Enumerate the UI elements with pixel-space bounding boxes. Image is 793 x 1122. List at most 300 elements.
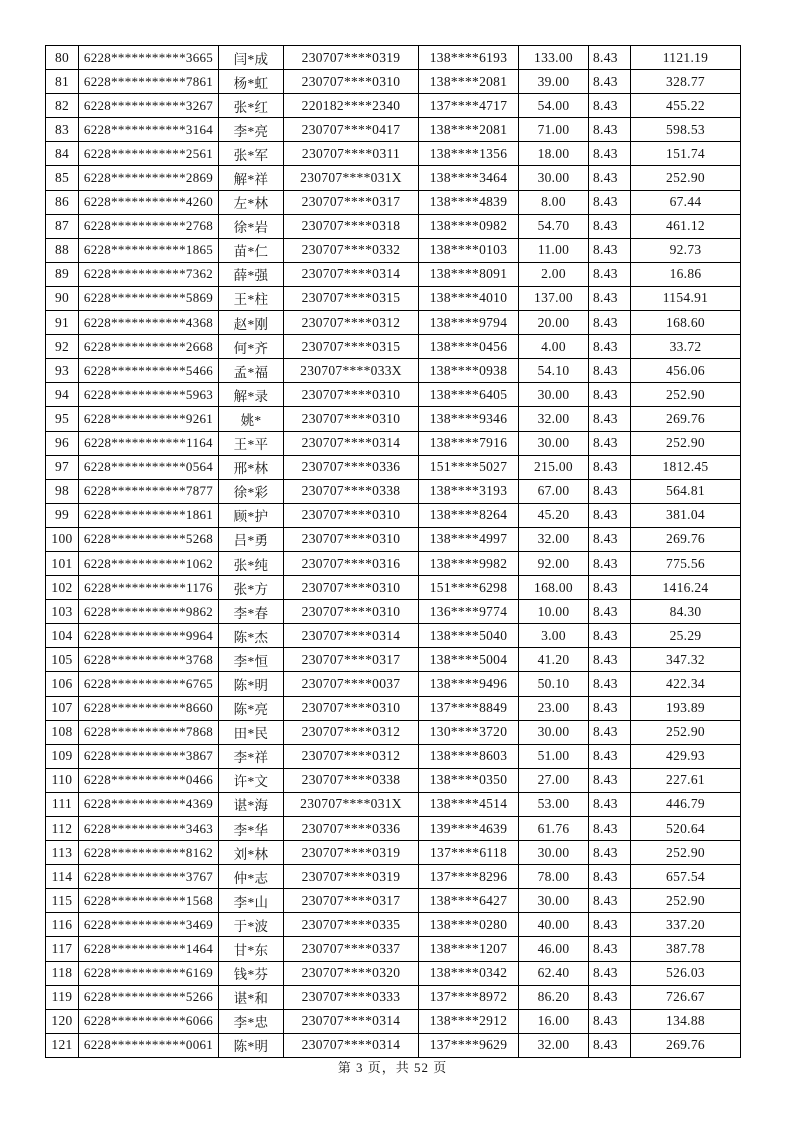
cell-total: 168.60 [631,311,741,335]
cell-amount: 27.00 [519,768,589,792]
table-row [46,889,741,913]
cell-id_number: 230707****031X [284,792,419,816]
cell-phone: 138****0103 [419,238,519,262]
cell-index: 109 [46,744,79,768]
cell-id_number: 230707****0417 [284,118,419,142]
table-row [46,503,741,527]
cell-rate: 8.43 [589,94,631,118]
cell-card_number: 6228***********8162 [79,841,219,865]
cell-amount: 18.00 [519,142,589,166]
cell-index: 92 [46,335,79,359]
cell-total: 252.90 [631,720,741,744]
cell-rate: 8.43 [589,503,631,527]
cell-id_number: 230707****0311 [284,142,419,166]
cell-index: 120 [46,1009,79,1033]
cell-total: 446.79 [631,792,741,816]
table-row [46,166,741,190]
cell-index: 88 [46,238,79,262]
cell-phone: 138****8603 [419,744,519,768]
cell-rate: 8.43 [589,672,631,696]
cell-id_number: 230707****0037 [284,672,419,696]
cell-phone: 130****3720 [419,720,519,744]
cell-id_number: 230707****0310 [284,70,419,94]
cell-total: 269.76 [631,1033,741,1057]
cell-phone: 138****0938 [419,359,519,383]
cell-index: 110 [46,768,79,792]
cell-amount: 133.00 [519,46,589,70]
cell-index: 94 [46,383,79,407]
cell-total: 347.32 [631,648,741,672]
cell-name: 吕*勇 [219,527,284,551]
cell-name: 李*亮 [219,118,284,142]
cell-total: 1416.24 [631,576,741,600]
cell-name: 薛*强 [219,262,284,286]
cell-amount: 11.00 [519,238,589,262]
payment-table [45,45,741,1058]
cell-phone: 138****3464 [419,166,519,190]
table-row [46,335,741,359]
table-row [46,190,741,214]
cell-amount: 46.00 [519,937,589,961]
cell-phone: 138****9346 [419,407,519,431]
cell-rate: 8.43 [589,142,631,166]
table-row [46,937,741,961]
cell-total: 193.89 [631,696,741,720]
cell-rate: 8.43 [589,286,631,310]
cell-phone: 138****6427 [419,889,519,913]
cell-index: 104 [46,624,79,648]
cell-id_number: 230707****0335 [284,913,419,937]
cell-index: 102 [46,576,79,600]
cell-index: 85 [46,166,79,190]
cell-rate: 8.43 [589,841,631,865]
cell-id_number: 230707****0310 [284,503,419,527]
cell-card_number: 6228***********4260 [79,190,219,214]
table-row [46,94,741,118]
cell-card_number: 6228***********3164 [79,118,219,142]
cell-card_number: 6228***********9862 [79,600,219,624]
cell-card_number: 6228***********7861 [79,70,219,94]
cell-amount: 30.00 [519,431,589,455]
cell-name: 谌*和 [219,985,284,1009]
cell-id_number: 230707****0319 [284,46,419,70]
cell-index: 112 [46,817,79,841]
cell-rate: 8.43 [589,576,631,600]
cell-name: 李*山 [219,889,284,913]
cell-index: 106 [46,672,79,696]
cell-phone: 138****6193 [419,46,519,70]
cell-phone: 138****9794 [419,311,519,335]
cell-name: 陈*明 [219,1033,284,1057]
cell-total: 134.88 [631,1009,741,1033]
cell-total: 461.12 [631,214,741,238]
cell-rate: 8.43 [589,792,631,816]
cell-index: 108 [46,720,79,744]
table-row [46,792,741,816]
cell-name: 李*春 [219,600,284,624]
cell-card_number: 6228***********8660 [79,696,219,720]
cell-total: 84.30 [631,600,741,624]
cell-card_number: 6228***********5268 [79,527,219,551]
table-row [46,672,741,696]
cell-card_number: 6228***********3267 [79,94,219,118]
cell-id_number: 230707****0315 [284,286,419,310]
cell-total: 252.90 [631,166,741,190]
cell-card_number: 6228***********1062 [79,551,219,575]
cell-total: 151.74 [631,142,741,166]
cell-rate: 8.43 [589,407,631,431]
cell-phone: 138****0280 [419,913,519,937]
table-row [46,214,741,238]
cell-phone: 151****5027 [419,455,519,479]
cell-amount: 2.00 [519,262,589,286]
cell-index: 116 [46,913,79,937]
cell-phone: 138****3193 [419,479,519,503]
cell-total: 598.53 [631,118,741,142]
cell-rate: 8.43 [589,238,631,262]
cell-card_number: 6228***********0466 [79,768,219,792]
table-row [46,70,741,94]
cell-id_number: 230707****0336 [284,455,419,479]
cell-card_number: 6228***********9261 [79,407,219,431]
cell-phone: 138****5004 [419,648,519,672]
cell-card_number: 6228***********5266 [79,985,219,1009]
cell-card_number: 6228***********5466 [79,359,219,383]
cell-rate: 8.43 [589,479,631,503]
cell-rate: 8.43 [589,817,631,841]
cell-rate: 8.43 [589,166,631,190]
cell-name: 孟*福 [219,359,284,383]
page-footer: 第 3 页，共 52 页 [337,1060,448,1075]
cell-amount: 54.00 [519,94,589,118]
cell-name: 甘*东 [219,937,284,961]
cell-card_number: 6228***********0564 [79,455,219,479]
cell-card_number: 6228***********1568 [79,889,219,913]
cell-index: 111 [46,792,79,816]
cell-phone: 137****8972 [419,985,519,1009]
cell-index: 98 [46,479,79,503]
cell-phone: 138****8091 [419,262,519,286]
cell-phone: 138****2912 [419,1009,519,1033]
cell-card_number: 6228***********9964 [79,624,219,648]
cell-rate: 8.43 [589,865,631,889]
cell-amount: 30.00 [519,720,589,744]
cell-total: 429.93 [631,744,741,768]
cell-id_number: 230707****0317 [284,889,419,913]
cell-id_number: 230707****0338 [284,479,419,503]
cell-name: 陈*明 [219,672,284,696]
cell-name: 王*平 [219,431,284,455]
cell-name: 苗*仁 [219,238,284,262]
cell-amount: 50.10 [519,672,589,696]
cell-id_number: 230707****0317 [284,648,419,672]
cell-rate: 8.43 [589,190,631,214]
cell-index: 107 [46,696,79,720]
cell-total: 381.04 [631,503,741,527]
cell-amount: 32.00 [519,527,589,551]
cell-index: 90 [46,286,79,310]
cell-id_number: 230707****0338 [284,768,419,792]
table-row [46,286,741,310]
cell-id_number: 230707****0318 [284,214,419,238]
cell-id_number: 230707****0314 [284,1033,419,1057]
cell-name: 何*齐 [219,335,284,359]
cell-total: 252.90 [631,383,741,407]
cell-rate: 8.43 [589,335,631,359]
cell-rate: 8.43 [589,70,631,94]
cell-name: 姚* [219,407,284,431]
cell-amount: 30.00 [519,383,589,407]
table-body [46,46,741,1058]
cell-index: 118 [46,961,79,985]
cell-phone: 138****1207 [419,937,519,961]
cell-total: 92.73 [631,238,741,262]
cell-name: 仲*志 [219,865,284,889]
table-row [46,648,741,672]
cell-index: 101 [46,551,79,575]
cell-rate: 8.43 [589,527,631,551]
cell-index: 121 [46,1033,79,1057]
cell-name: 张*红 [219,94,284,118]
table-row [46,238,741,262]
cell-index: 99 [46,503,79,527]
cell-rate: 8.43 [589,455,631,479]
cell-card_number: 6228***********0061 [79,1033,219,1057]
cell-id_number: 230707****0319 [284,865,419,889]
cell-amount: 61.76 [519,817,589,841]
cell-index: 115 [46,889,79,913]
table-row [46,46,741,70]
cell-id_number: 230707****0314 [284,624,419,648]
cell-card_number: 6228***********6169 [79,961,219,985]
cell-total: 526.03 [631,961,741,985]
cell-id_number: 230707****0314 [284,1009,419,1033]
cell-card_number: 6228***********2561 [79,142,219,166]
cell-total: 33.72 [631,335,741,359]
cell-name: 赵*刚 [219,311,284,335]
cell-id_number: 230707****0320 [284,961,419,985]
cell-id_number: 230707****0310 [284,576,419,600]
table-row [46,576,741,600]
cell-card_number: 6228***********5963 [79,383,219,407]
cell-name: 李*华 [219,817,284,841]
cell-name: 徐*岩 [219,214,284,238]
cell-index: 84 [46,142,79,166]
cell-phone: 151****6298 [419,576,519,600]
cell-amount: 10.00 [519,600,589,624]
cell-total: 564.81 [631,479,741,503]
cell-phone: 137****8849 [419,696,519,720]
cell-index: 114 [46,865,79,889]
cell-name: 谌*海 [219,792,284,816]
cell-phone: 138****2081 [419,70,519,94]
cell-index: 100 [46,527,79,551]
cell-rate: 8.43 [589,262,631,286]
table-row [46,383,741,407]
cell-phone: 138****2081 [419,118,519,142]
cell-name: 钱*芬 [219,961,284,985]
cell-total: 422.34 [631,672,741,696]
cell-name: 李*恒 [219,648,284,672]
cell-name: 张*纯 [219,551,284,575]
table-row [46,600,741,624]
cell-rate: 8.43 [589,551,631,575]
table-row [46,118,741,142]
cell-card_number: 6228***********4368 [79,311,219,335]
cell-card_number: 6228***********1164 [79,431,219,455]
cell-rate: 8.43 [589,46,631,70]
cell-card_number: 6228***********3767 [79,865,219,889]
cell-total: 726.67 [631,985,741,1009]
cell-total: 455.22 [631,94,741,118]
cell-index: 105 [46,648,79,672]
cell-id_number: 230707****0316 [284,551,419,575]
cell-phone: 138****0456 [419,335,519,359]
table-row [46,913,741,937]
cell-rate: 8.43 [589,720,631,744]
cell-total: 657.54 [631,865,741,889]
cell-amount: 86.20 [519,985,589,1009]
table-row [46,431,741,455]
table-row [46,479,741,503]
cell-name: 解*录 [219,383,284,407]
cell-rate: 8.43 [589,696,631,720]
cell-index: 86 [46,190,79,214]
cell-amount: 92.00 [519,551,589,575]
table-row [46,262,741,286]
cell-amount: 168.00 [519,576,589,600]
cell-id_number: 230707****0317 [284,190,419,214]
cell-id_number: 220182****2340 [284,94,419,118]
cell-phone: 138****6405 [419,383,519,407]
cell-total: 456.06 [631,359,741,383]
cell-card_number: 6228***********5869 [79,286,219,310]
table-row [46,817,741,841]
cell-card_number: 6228***********1861 [79,503,219,527]
cell-name: 杨*虹 [219,70,284,94]
cell-name: 左*林 [219,190,284,214]
cell-index: 96 [46,431,79,455]
cell-phone: 138****5040 [419,624,519,648]
table-row [46,1009,741,1033]
cell-total: 269.76 [631,407,741,431]
cell-id_number: 230707****0314 [284,262,419,286]
cell-amount: 3.00 [519,624,589,648]
table-row [46,696,741,720]
cell-amount: 16.00 [519,1009,589,1033]
cell-name: 王*柱 [219,286,284,310]
cell-rate: 8.43 [589,214,631,238]
cell-id_number: 230707****0310 [284,383,419,407]
cell-amount: 78.00 [519,865,589,889]
cell-phone: 138****0342 [419,961,519,985]
table-row [46,359,741,383]
cell-total: 1154.91 [631,286,741,310]
table-row [46,624,741,648]
cell-rate: 8.43 [589,961,631,985]
cell-total: 252.90 [631,889,741,913]
cell-amount: 54.70 [519,214,589,238]
cell-rate: 8.43 [589,1033,631,1057]
cell-total: 328.77 [631,70,741,94]
cell-total: 227.61 [631,768,741,792]
cell-phone: 138****0350 [419,768,519,792]
cell-total: 16.86 [631,262,741,286]
cell-rate: 8.43 [589,383,631,407]
cell-name: 张*方 [219,576,284,600]
cell-total: 1121.19 [631,46,741,70]
table-row [46,720,741,744]
table-row [46,1033,741,1057]
cell-name: 解*祥 [219,166,284,190]
cell-id_number: 230707****0310 [284,527,419,551]
cell-index: 81 [46,70,79,94]
cell-rate: 8.43 [589,744,631,768]
cell-id_number: 230707****0315 [284,335,419,359]
cell-card_number: 6228***********3867 [79,744,219,768]
cell-amount: 45.20 [519,503,589,527]
cell-phone: 137****9629 [419,1033,519,1057]
cell-rate: 8.43 [589,889,631,913]
table-row [46,455,741,479]
cell-name: 张*军 [219,142,284,166]
cell-card_number: 6228***********3665 [79,46,219,70]
cell-rate: 8.43 [589,985,631,1009]
cell-id_number: 230707****0319 [284,841,419,865]
cell-rate: 8.43 [589,311,631,335]
cell-card_number: 6228***********6066 [79,1009,219,1033]
cell-rate: 8.43 [589,648,631,672]
table-row [46,311,741,335]
cell-card_number: 6228***********2668 [79,335,219,359]
cell-phone: 137****8296 [419,865,519,889]
cell-phone: 138****1356 [419,142,519,166]
cell-id_number: 230707****033X [284,359,419,383]
table-row [46,985,741,1009]
cell-amount: 51.00 [519,744,589,768]
cell-card_number: 6228***********1865 [79,238,219,262]
cell-name: 于*波 [219,913,284,937]
cell-index: 119 [46,985,79,1009]
cell-phone: 138****4514 [419,792,519,816]
cell-name: 闫*成 [219,46,284,70]
cell-name: 田*民 [219,720,284,744]
cell-index: 82 [46,94,79,118]
table-row [46,407,741,431]
cell-name: 刘*林 [219,841,284,865]
cell-rate: 8.43 [589,768,631,792]
cell-card_number: 6228***********7877 [79,479,219,503]
cell-name: 陈*杰 [219,624,284,648]
cell-card_number: 6228***********7362 [79,262,219,286]
cell-phone: 138****4839 [419,190,519,214]
cell-id_number: 230707****0310 [284,600,419,624]
cell-phone: 138****4997 [419,527,519,551]
cell-id_number: 230707****0310 [284,407,419,431]
cell-total: 387.78 [631,937,741,961]
cell-id_number: 230707****0333 [284,985,419,1009]
cell-amount: 71.00 [519,118,589,142]
cell-amount: 8.00 [519,190,589,214]
cell-rate: 8.43 [589,937,631,961]
table-row [46,527,741,551]
cell-card_number: 6228***********3463 [79,817,219,841]
cell-rate: 8.43 [589,118,631,142]
cell-amount: 137.00 [519,286,589,310]
cell-id_number: 230707****0337 [284,937,419,961]
table-row [46,142,741,166]
cell-index: 95 [46,407,79,431]
